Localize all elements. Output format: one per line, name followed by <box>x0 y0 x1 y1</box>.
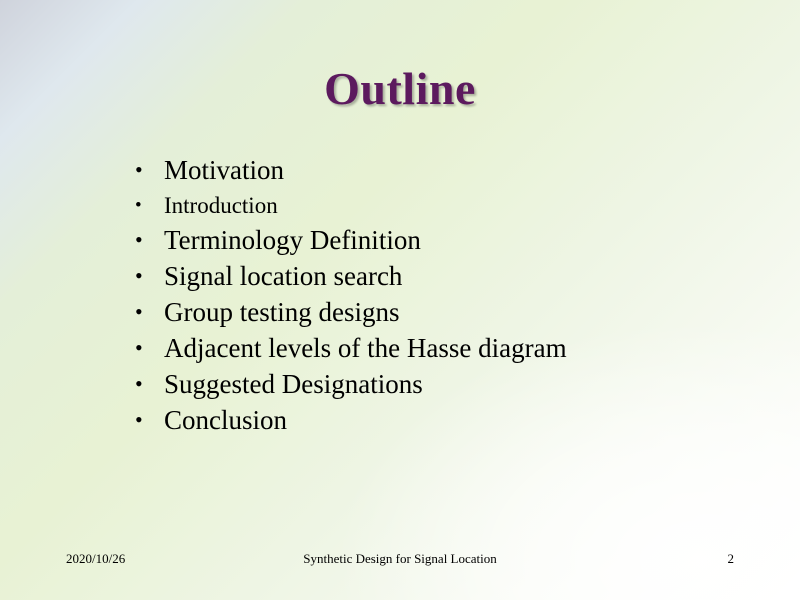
bullet-dot-icon: • <box>135 195 142 216</box>
bullet-item-motivation <box>135 152 567 188</box>
page-number: 2 <box>727 551 734 566</box>
bullet-dot-icon: • <box>135 407 143 432</box>
footer-date: 2020/10/26 <box>66 551 126 566</box>
bullet-text: Adjacent levels of the Hasse diagram <box>164 333 567 363</box>
bullet-text: Introduction <box>164 193 278 218</box>
bullet-dot-icon: • <box>135 157 143 182</box>
bullet-text: Conclusion <box>164 405 288 435</box>
bullet-list <box>135 152 567 438</box>
bullet-dot-icon: • <box>135 299 143 324</box>
bullet-item-terminology <box>135 222 567 258</box>
slide-title: Outline <box>324 63 476 114</box>
bullet-item-hasse-diagram <box>135 330 567 366</box>
bullet-text: Terminology Definition <box>164 225 421 255</box>
bullet-dot-icon: • <box>135 263 143 288</box>
bullet-dot-icon: • <box>135 335 143 360</box>
bullet-text: Signal location search <box>164 261 403 291</box>
bullet-text: Suggested Designations <box>164 369 423 399</box>
bullet-item-suggested-designations <box>135 366 567 402</box>
bullet-dot-icon: • <box>135 227 143 252</box>
bullet-item-group-testing <box>135 294 567 330</box>
bullet-item-introduction <box>135 191 567 221</box>
footer-title: Synthetic Design for Signal Location <box>303 551 497 566</box>
bullet-dot-icon: • <box>135 371 143 396</box>
bullet-text: Motivation <box>164 155 284 185</box>
bullet-item-conclusion <box>135 402 567 438</box>
bullet-text: Group testing designs <box>164 297 400 327</box>
bullet-item-signal-location <box>135 258 567 294</box>
